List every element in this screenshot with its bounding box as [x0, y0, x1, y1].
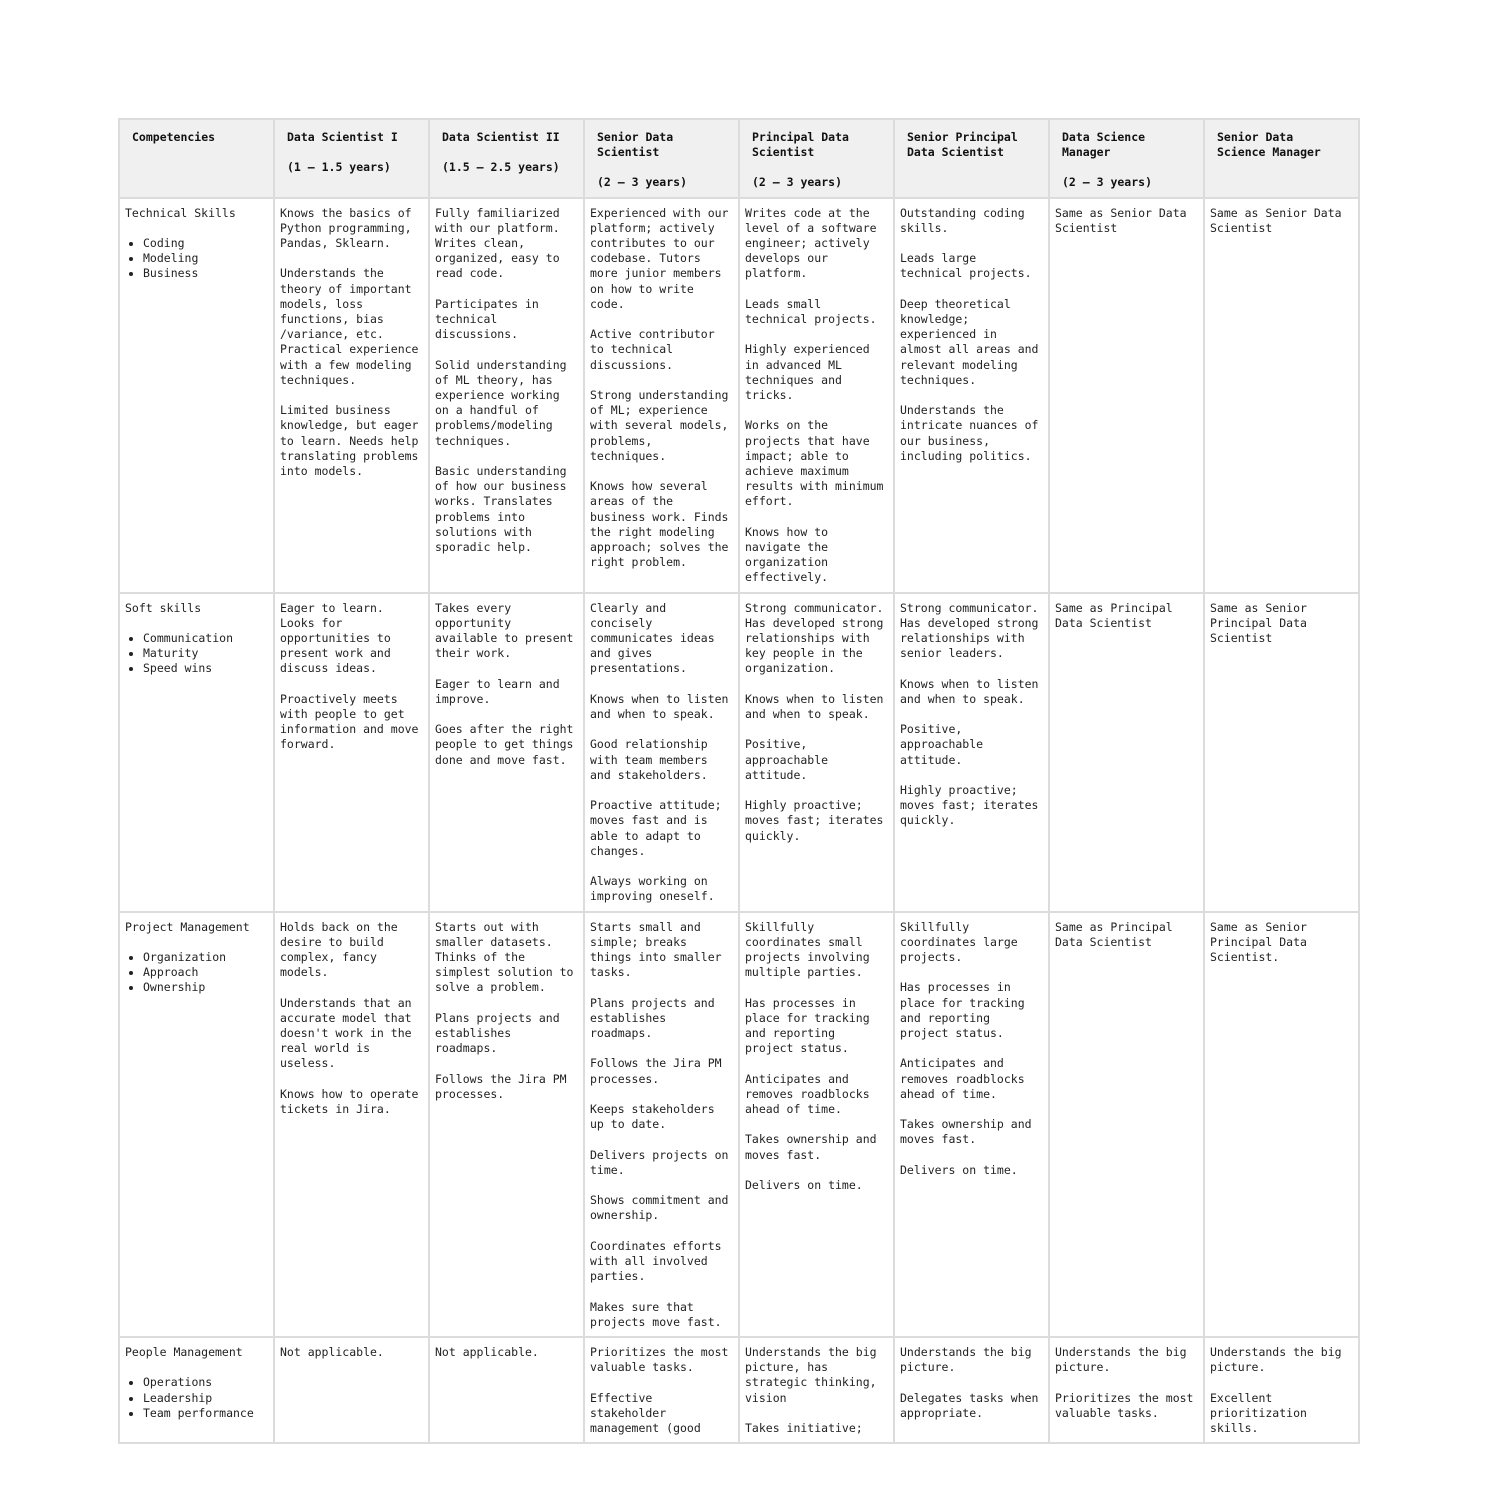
cell-paragraph: Skillfully coordinates small projects involving multiple parties. [745, 919, 870, 980]
cell-paragraph: Anticipates and removes roadblocks ahead of time. [745, 1071, 870, 1117]
cell-paragraph: Knows when to listen and when to speak. [590, 691, 729, 722]
level-cell [894, 1337, 1049, 1443]
level-cell [894, 198, 1049, 593]
cell-paragraph: Makes sure that projects move fast. [590, 1299, 722, 1329]
cell-paragraph: Deep theoretical knowledge; experienced in almost all areas and relevant modeling techniques. [900, 296, 1039, 387]
header-data-scientist-ii: Data Scientist II (1.5 — 2.5 years) [429, 119, 584, 198]
cell-paragraph: Follows the Jira PM processes. [590, 1056, 722, 1086]
cell-paragraph: Excellent prioritization skills. [1210, 1390, 1307, 1435]
header-senior-data-science-manager: Senior Data Science Manager [1204, 119, 1359, 198]
level-cell [429, 593, 584, 912]
cell-paragraph: Follows the Jira PM processes. [435, 1071, 567, 1101]
cell-paragraph: Plans projects and establishes roadmaps. [590, 995, 715, 1041]
subskill-item: • Speed wins [143, 661, 267, 676]
subskill-item: • Maturity [143, 646, 267, 661]
subskill-item: • Ownership [143, 980, 267, 995]
subskill-item: • Organization [143, 950, 267, 965]
cell-paragraph: Understands the big picture. [1210, 1345, 1342, 1375]
level-cell [1049, 198, 1204, 593]
cell-paragraph: Takes ownership and moves fast. [900, 1117, 1032, 1147]
cell-paragraph: Good relationship with team members and stakeholders. [590, 737, 708, 782]
header-row [119, 119, 1359, 198]
level-cell [739, 912, 894, 1337]
cell-paragraph: Not applicable. [280, 1345, 384, 1359]
level-cell [1204, 198, 1359, 593]
cell-paragraph: Understands that an accurate model that doesn't work in the real world is useless. [280, 995, 412, 1071]
cell-paragraph: Shows commitment and ownership. [590, 1193, 729, 1223]
cell-paragraph: Delivers on time. [900, 1162, 1018, 1177]
subskill-item: • Communication [143, 631, 267, 646]
competency-name: People Management [125, 1345, 243, 1359]
cell-paragraph: Same as Principal Data Scientist [1055, 919, 1173, 949]
cell-paragraph: Effective stakeholder management (good [590, 1390, 701, 1435]
competency-subskills [125, 236, 267, 282]
level-cell [1049, 1337, 1204, 1443]
competency-name: Technical Skills [125, 205, 236, 220]
level-cell [739, 1337, 894, 1443]
level-cell [1204, 1337, 1359, 1443]
level-cell [584, 1337, 739, 1443]
cell-paragraph: Eager to learn. Looks for opportunities to present work and discuss ideas. [280, 600, 391, 676]
cell-paragraph: Understands the big picture. [900, 1345, 1032, 1375]
cell-paragraph: Highly proactive; moves fast; iterates quickly. [900, 783, 1039, 828]
header-senior-data-scientist: Senior Data Scientist (2 — 3 years) [584, 119, 739, 198]
competency-subskills [125, 1375, 267, 1421]
header-competencies: Competencies [119, 119, 274, 198]
competency-subskills [125, 631, 267, 677]
cell-paragraph: Always working on improving oneself. [590, 874, 715, 904]
cell-paragraph: Fully familiarized with our platform. Writes clean, organized, easy to read code. [435, 205, 560, 281]
cell-paragraph: Not applicable. [435, 1345, 539, 1359]
cell-paragraph: Delegates tasks when appropriate. [900, 1390, 1039, 1420]
competency-cell [119, 912, 274, 1337]
cell-paragraph: Delivers on time. [745, 1178, 863, 1193]
table-row [119, 593, 1359, 912]
cell-paragraph: Takes every opportunity available to present their work. [435, 600, 574, 661]
table-row [119, 198, 1359, 593]
level-cell [274, 593, 429, 912]
subskill-item: • Coding [143, 236, 267, 251]
cell-paragraph: Starts out with smaller datasets. Thinks of the simplest solution to solve a problem. [435, 919, 574, 995]
cell-paragraph: Same as Senior Data Scientist [1210, 205, 1342, 235]
cell-paragraph: Participates in technical discussions. [435, 296, 539, 342]
level-cell [1049, 593, 1204, 912]
level-cell [584, 198, 739, 593]
level-cell [274, 912, 429, 1337]
level-cell [429, 1337, 584, 1443]
level-cell [429, 198, 584, 593]
level-cell [584, 593, 739, 912]
level-cell [1204, 912, 1359, 1337]
cell-paragraph: Leads large technical projects. [900, 251, 1032, 281]
cell-paragraph: Skillfully coordinates large projects. [900, 919, 1018, 965]
cell-paragraph: Goes after the right people to get things done and move fast. [435, 722, 574, 767]
competency-cell [119, 1337, 274, 1443]
cell-paragraph: Strong communicator. Has developed strong relationships with senior leaders. [900, 600, 1039, 661]
cell-paragraph: Holds back on the desire to build complex, fancy models. [280, 919, 398, 980]
header-data-scientist-i: Data Scientist I (1 — 1.5 years) [274, 119, 429, 198]
cell-paragraph: Basic understanding of how our business works. Translates problems into solutions with sporadic help. [435, 464, 567, 555]
cell-paragraph: Same as Senior Principal Data Scientist [1210, 600, 1307, 646]
cell-paragraph: Strong communicator. Has developed strong relationships with key people in the organization. [745, 600, 884, 676]
cell-paragraph: Starts small and simple; breaks things into smaller tasks. [590, 919, 722, 980]
cell-paragraph: Understands the big picture, has strategic thinking, vision [745, 1345, 877, 1405]
header-principal-data-scientist: Principal Data Scientist (2 — 3 years) [739, 119, 894, 198]
cell-paragraph: Takes initiative; [745, 1421, 863, 1435]
cell-paragraph: Positive, approachable attitude. [745, 737, 829, 782]
cell-paragraph: Understands the intricate nuances of our business, including politics. [900, 403, 1039, 463]
level-cell [274, 198, 429, 593]
cell-paragraph: Anticipates and removes roadblocks ahead of time. [900, 1056, 1025, 1101]
subskill-item: • Team performance [143, 1406, 267, 1421]
cell-paragraph: Knows how to operate tickets in Jira. [280, 1086, 419, 1117]
table-row [119, 912, 1359, 1337]
competency-name: Soft skills [125, 600, 202, 615]
cell-paragraph: Experienced with our platform; actively contributes to our codebase. Tutors more junior members on how to write code. [590, 205, 729, 311]
level-cell [894, 593, 1049, 912]
level-cell [1049, 912, 1204, 1337]
cell-paragraph: Keeps stakeholders up to date. [590, 1102, 715, 1132]
cell-paragraph: Understands the big picture. [1055, 1345, 1187, 1375]
cell-paragraph: Highly proactive; moves fast; iterates quickly. [745, 798, 884, 843]
competency-name: Project Management [125, 919, 250, 934]
cell-paragraph: Plans projects and establishes roadmaps. [435, 1010, 560, 1056]
cell-paragraph: Prioritizes the most valuable tasks. [1055, 1390, 1194, 1420]
cell-paragraph: Eager to learn and improve. [435, 676, 560, 706]
level-cell [739, 198, 894, 593]
cell-paragraph: Outstanding coding skills. [900, 205, 1025, 235]
cell-paragraph: Strong understanding of ML; experience with several models, problems, techniques. [590, 388, 729, 463]
level-cell [584, 912, 739, 1337]
competency-cell [119, 198, 274, 593]
cell-paragraph: Understands the theory of important models, loss functions, bias /variance, etc. Practical experience with a few modeling techniques. [280, 266, 419, 387]
cell-paragraph: Active contributor to technical discussions. [590, 327, 715, 372]
cell-paragraph: Limited business knowledge, but eager to learn. Needs help translating problems into models. [280, 403, 419, 479]
cell-paragraph: Prioritizes the most valuable tasks. [590, 1345, 729, 1375]
header-senior-principal-data-scientist: Senior Principal Data Scientist [894, 119, 1049, 198]
level-cell [739, 593, 894, 912]
subskill-item: • Business [143, 266, 267, 281]
cell-paragraph: Knows how to navigate the organization effectively. [745, 524, 829, 585]
header-data-science-manager: Data Science Manager (2 — 3 years) [1049, 119, 1204, 198]
cell-paragraph: Knows when to listen and when to speak. [900, 676, 1039, 706]
cell-paragraph: Has processes in place for tracking and reporting project status. [900, 980, 1025, 1041]
subskill-item: • Leadership [143, 1391, 267, 1406]
cell-paragraph: Has processes in place for tracking and reporting project status. [745, 995, 870, 1056]
cell-paragraph: Same as Senior Principal Data Scientist. [1210, 919, 1307, 965]
cell-paragraph: Delivers projects on time. [590, 1147, 729, 1177]
cell-paragraph: Writes code at the level of a software engineer; actively develops our platform. [745, 205, 877, 281]
competency-matrix-table [118, 118, 1360, 1444]
cell-paragraph: Clearly and concisely communicates ideas and gives presentations. [590, 600, 715, 676]
cell-paragraph: Knows the basics of Python programming, Pandas, Sklearn. [280, 205, 412, 251]
level-cell [1204, 593, 1359, 912]
cell-paragraph: Works on the projects that have impact; able to achieve maximum results with minimum effort. [745, 418, 884, 509]
cell-paragraph: Knows how several areas of the business work. Finds the right modeling approach; solves the right problem. [590, 479, 729, 570]
subskill-item: • Operations [143, 1375, 267, 1390]
cell-paragraph: Positive, approachable attitude. [900, 722, 984, 767]
competency-cell [119, 593, 274, 912]
level-cell [274, 1337, 429, 1443]
subskill-item: • Modeling [143, 251, 267, 266]
cell-paragraph: Proactively meets with people to get information and move forward. [280, 691, 419, 752]
competency-subskills [125, 950, 267, 996]
cell-paragraph: Leads small technical projects. [745, 296, 877, 327]
level-cell [894, 912, 1049, 1337]
cell-paragraph: Coordinates efforts with all involved parties. [590, 1238, 722, 1284]
cell-paragraph: Same as Principal Data Scientist [1055, 600, 1173, 630]
cell-paragraph: Proactive attitude; moves fast and is able to adapt to changes. [590, 798, 722, 858]
matrix-body [119, 198, 1359, 1444]
cell-paragraph: Highly experienced in advanced ML techniques and tricks. [745, 342, 870, 403]
cell-paragraph: Solid understanding of ML theory, has experience working on a handful of problems/modeling techniques. [435, 357, 567, 448]
level-cell [429, 912, 584, 1337]
table-row [119, 1337, 1359, 1443]
cell-paragraph: Knows when to listen and when to speak. [745, 691, 884, 722]
cell-paragraph: Same as Senior Data Scientist [1055, 205, 1187, 235]
cell-paragraph: Takes ownership and moves fast. [745, 1132, 877, 1162]
subskill-item: • Approach [143, 965, 267, 980]
